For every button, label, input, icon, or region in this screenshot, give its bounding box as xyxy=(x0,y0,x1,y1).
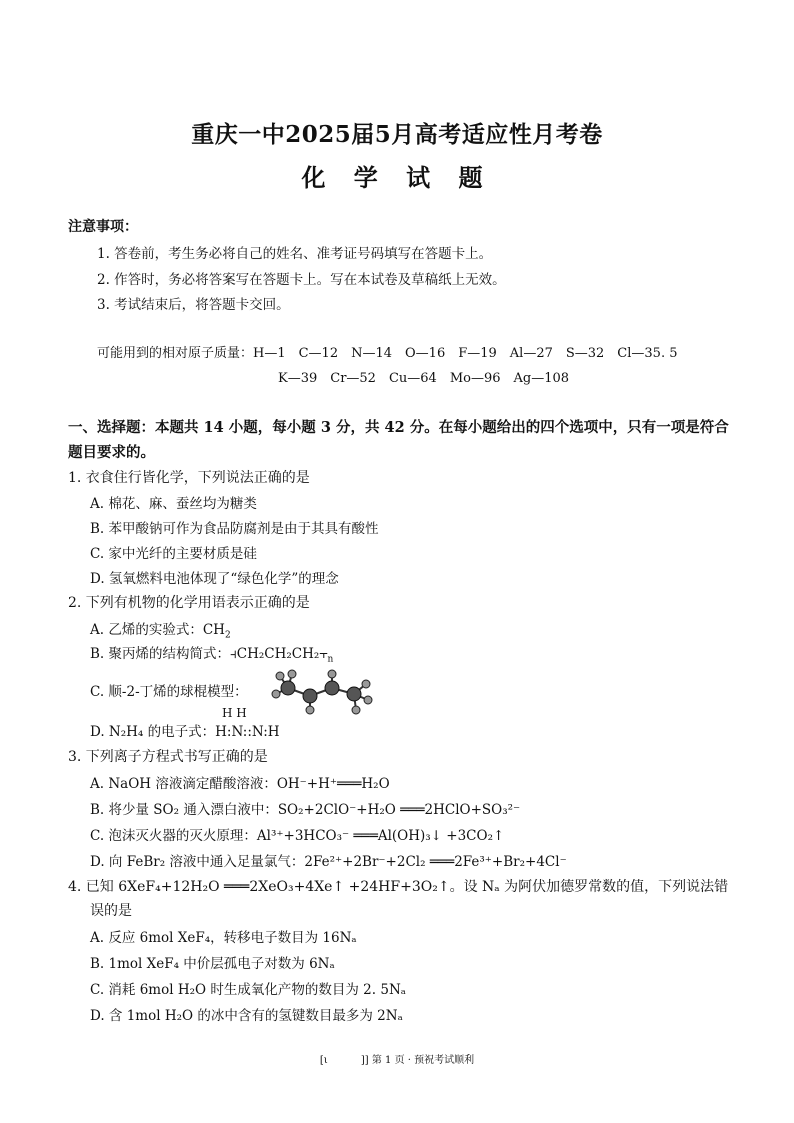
cis-2-butene-ball-stick-model xyxy=(270,664,380,716)
q2-option-d-label: D. N₂H₄ 的电子式： xyxy=(90,724,216,740)
q1-stem: 1. 衣食住行皆化学，下列说法正确的是 xyxy=(68,470,310,486)
q2-option-b-n: n xyxy=(327,654,334,665)
q4-option-a: A. 反应 6mol XeF₄，转移电子数目为 16Nₐ xyxy=(90,930,357,946)
exam-subtitle: 化 学 试 题 xyxy=(301,163,493,192)
q1-option-c: C. 家中光纤的主要材质是硅 xyxy=(90,546,257,562)
q4-stem-line-1: 4. 已知 6XeF₄+12H₂O ═══2XeO₃+4Xe↑ +24HF+3O₂↑。设 Nₐ 为阿伏加德罗常数的值，下列说法错 xyxy=(68,879,729,895)
q2-option-d-top-hydrogens: H H xyxy=(222,706,247,720)
q1-option-b: B. 苯甲酸钠可作为食品防腐剂是由于其具有酸性 xyxy=(90,521,379,537)
section-heading-line-1: 一、选择题：本题共 14 小题，每小题 3 分，共 42 分。在每小题给出的四个选项中，只有一项是符合 xyxy=(68,419,729,436)
atomic-mass-line-1: 可能用到的相对原子质量：H—1 C—12 N—14 O—16 F—19 Al—27 S—32 Cl—35. 5 xyxy=(97,346,678,361)
notice-item-1: 1. 答卷前，考生务必将自己的姓名、准考证号码填写在答题卡上。 xyxy=(97,246,493,262)
section-heading-line-2: 题目要求的。 xyxy=(68,444,155,461)
q2-option-c-label: C. 顺-2-丁烯的球棍模型： xyxy=(90,684,248,700)
q3-stem: 3. 下列离子方程式书写正确的是 xyxy=(68,749,268,765)
page-footer: [ι ]] 第 1 页 · 预祝考试顺利 xyxy=(319,1055,475,1066)
q3-option-c: C. 泡沫灭火器的灭火原理：Al³⁺+3HCO₃⁻ ═══Al(OH)₃↓ +3CO₂↑ xyxy=(90,828,505,844)
exam-title: 重庆一中2025届5月高考适应性月考卷 xyxy=(191,121,603,148)
q2-option-a xyxy=(90,618,231,641)
q4-option-d: D. 含 1mol H₂O 的冰中含有的氢键数目最多为 2Nₐ xyxy=(90,1008,403,1024)
q2-option-b-formula: CH₂CH₂CH₂ xyxy=(236,646,320,662)
notice-item-2: 2. 作答时，务必将答案写在答题卡上。写在本试卷及草稿纸上无效。 xyxy=(97,272,506,288)
q2-option-b-bracket-close: ⫟ xyxy=(319,646,328,662)
q2-stem: 2. 下列有机物的化学用语表示正确的是 xyxy=(68,595,310,611)
q1-option-a: A. 棉花、麻、蚕丝均为糖类 xyxy=(90,496,257,512)
q4-option-b: B. 1mol XeF₄ 中价层孤电子对数为 6Nₐ xyxy=(90,956,335,972)
notice-heading: 注意事项： xyxy=(68,219,138,235)
q3-option-a: A. NaOH 溶液滴定醋酸溶液：OH⁻+H⁺═══H₂O xyxy=(90,776,390,792)
q2-option-b xyxy=(90,642,333,665)
q4-option-c: C. 消耗 6mol H₂O 时生成氧化产物的数目为 2. 5Nₐ xyxy=(90,982,406,998)
atomic-mass-line-2: K—39 Cr—52 Cu—64 Mo—96 Ag—108 xyxy=(278,371,570,386)
q3-option-b: B. 将少量 SO₂ 通入漂白液中：SO₂+2ClO⁻+H₂O ═══2HClO+SO₃²⁻ xyxy=(90,802,521,818)
q2-option-a-label: A. 乙烯的实验式： xyxy=(90,622,203,638)
q2-option-d-formula: H:N::N:H xyxy=(215,724,280,740)
q1-option-d: D. 氢氧燃料电池体现了“绿色化学”的理念 xyxy=(90,571,339,587)
q2-option-b-label: B. 聚丙烯的结构简式： xyxy=(90,646,231,662)
notice-item-3: 3. 考试结束后，将答题卡交回。 xyxy=(97,297,290,313)
q4-stem-line-2: 误的是 xyxy=(90,903,132,919)
q3-option-d: D. 向 FeBr₂ 溶液中通入足量氯气：2Fe²⁺+2Br⁻+2Cl₂ ═══2Fe³⁺+Br₂+4Cl⁻ xyxy=(90,854,567,870)
q2-option-a-formula: CH xyxy=(202,622,225,638)
q2-option-d xyxy=(90,720,280,740)
q2-option-a-sub: 2 xyxy=(224,630,231,641)
q2-option-b-bracket-open: ⫞ xyxy=(230,646,237,662)
